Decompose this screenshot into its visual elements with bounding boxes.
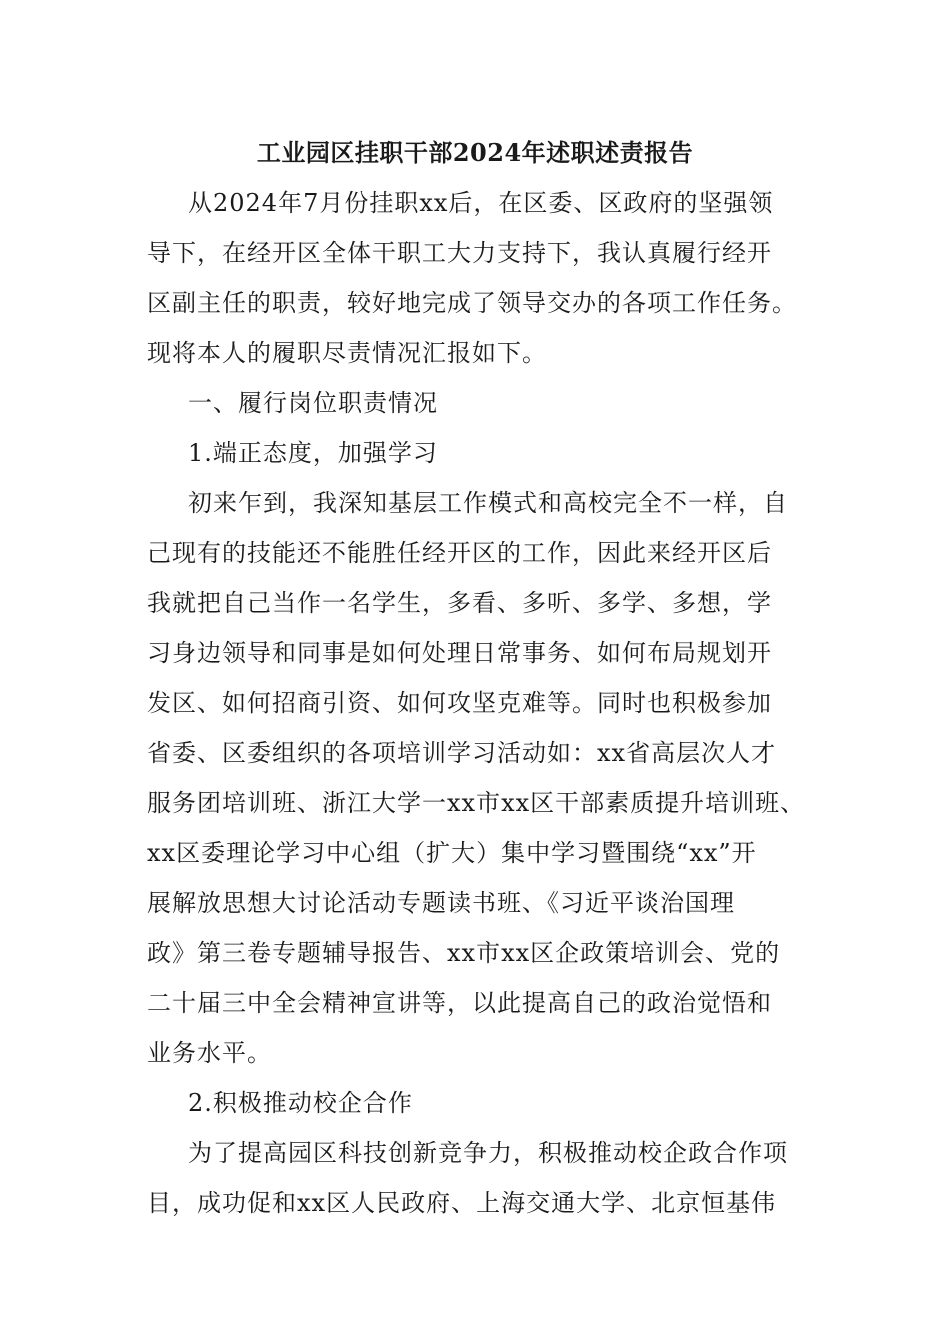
- paragraph-line: 服务团培训班、浙江大学一xx市xx区干部素质提升培训班、: [147, 789, 806, 817]
- paragraph-line: 政》第三卷专题辅导报告、xx市xx区企政策培训会、党的: [147, 939, 781, 967]
- paragraph-line: 展解放思想大讨论活动专题读书班、《习近平谈治国理: [147, 889, 735, 917]
- paragraph-line: 业务水平。: [147, 1039, 272, 1067]
- paragraph-line: 初来乍到，我深知基层工作模式和高校完全不一样，自: [188, 489, 788, 517]
- subsection-heading: 1.端正态度，加强学习: [188, 439, 438, 467]
- paragraph-line: 己现有的技能还不能胜任经开区的工作，因此来经开区后: [147, 539, 772, 567]
- paragraph-line: xx区委理论学习中心组（扩大）集中学习暨围绕“xx”开: [147, 839, 757, 867]
- paragraph-line: 二十届三中全会精神宣讲等，以此提高自己的政治觉悟和: [147, 989, 772, 1017]
- paragraph-line: 区副主任的职责，较好地完成了领导交办的各项工作任务。: [147, 289, 797, 317]
- paragraph-line: 省委、区委组织的各项培训学习活动如：xx省高层次人才: [147, 739, 777, 767]
- document-title: 工业园区挂职干部2024年述职述责报告: [256, 138, 694, 167]
- paragraph-line: 目，成功促和xx区人民政府、上海交通大学、北京恒基伟: [147, 1189, 777, 1217]
- paragraph-line: 习身边领导和同事是如何处理日常事务、如何布局规划开: [147, 639, 772, 667]
- paragraph-line: 从2024年7月份挂职xx后，在区委、区政府的坚强领: [188, 189, 774, 217]
- paragraph-line: 发区、如何招商引资、如何攻坚克难等。同时也积极参加: [147, 689, 772, 717]
- paragraph-line: 导下，在经开区全体干职工大力支持下，我认真履行经开: [147, 239, 772, 267]
- paragraph-line: 我就把自己当作一名学生，多看、多听、多学、多想，学: [147, 589, 772, 617]
- paragraph-line: 现将本人的履职尽责情况汇报如下。: [147, 339, 547, 367]
- section-heading: 一、履行岗位职责情况: [188, 389, 438, 417]
- subsection-heading: 2.积极推动校企合作: [188, 1089, 413, 1117]
- paragraph-line: 为了提高园区科技创新竞争力，积极推动校企政合作项: [188, 1139, 788, 1167]
